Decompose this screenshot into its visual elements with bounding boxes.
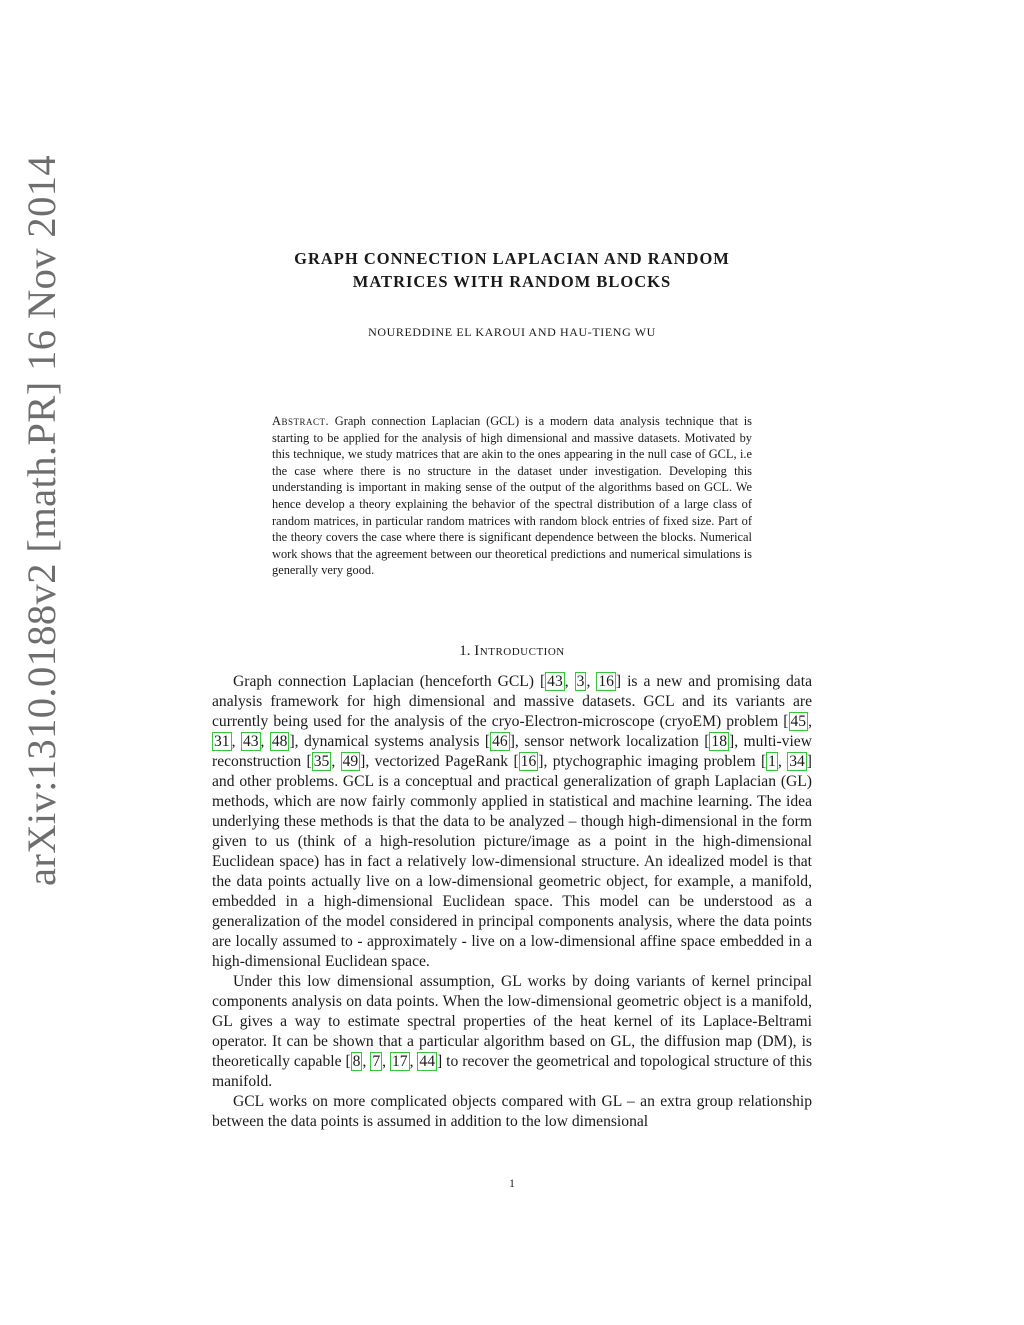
citation-link[interactable]: 16 xyxy=(598,673,614,690)
page-number: 1 xyxy=(509,1178,515,1190)
citation-link[interactable]: 48 xyxy=(271,733,288,750)
abstract xyxy=(272,413,752,579)
text-run: and other problems. GCL is a conceptual and practical generalization of graph Laplacian (GL) methods, which are now fairly commonly applied in statistical and machine learning. The idea underlying these methods is that the data to be analyzed – though high-dimensional in the form given to us (think of a high-resolution picture/image as a point in the high-dimensional Euclidean space) has in fact a relatively low-dimensional structure. An idealized model is that the data points actually live on a low-dimensional geometric object, for example, a manifold, embedded in a high-dimensional Euclidean space. This model can be understood as a generalization of the model considered in principal components analysis, where the data points are locally assumed to - approximately - live on a low-dimensional affine space embedded in a high-dimensional Euclidean space. xyxy=(212,773,812,970)
text-run: , ptychographic imaging problem xyxy=(543,753,761,770)
section-heading xyxy=(212,643,812,660)
citation-link[interactable]: 43 xyxy=(547,673,563,690)
abstract-label: Abstract. xyxy=(272,414,330,428)
text-run: , multi-view reconstruction xyxy=(212,733,812,770)
text-run: , dynamical systems analysis xyxy=(294,733,485,750)
citation-link[interactable]: 35 xyxy=(313,753,330,770)
arxiv-stamp xyxy=(14,80,70,960)
abstract-text: Graph connection Laplacian (GCL) is a modern data analysis technique that is starting to be applied for the analysis of high dimensional and massive datasets. Motivated by this technique, we study matrices that are akin to the ones appearing in the null case of GCL, i.e the case where there is no structure in the dataset under investigation. Developing this understanding is important in making sense of the output of the algorithms based on GCL. We hence develop a theory explaining the behavior of the spectral distribution of a large class of random matrices, in particular random matrices with random block entries of fixed size. Part of the theory covers the case where there is significant dependence between the blocks. Numerical work shows that the agreement between our theoretical predictions and numerical simulations is generally very good. xyxy=(272,414,752,578)
author-list: NOUREDDINE EL KAROUI AND HAU-TIENG WU xyxy=(368,325,656,339)
citation-link[interactable]: 44 xyxy=(419,1053,436,1070)
arxiv-identifier: arXiv:1310.0188v2 [math.PR] 16 Nov 2014 xyxy=(19,154,65,886)
paragraph-2: Under this low dimensional assumption, GL works by doing variants of kernel principal components analysis on data points. When the low-dimensional geometric object is a manifold, GL gives a way to estimate spectral properties of the heat kernel of its Laplace-Beltrami operator. It can be shown that a particular algorithm based on GL, the diffusion map (DM), is theoretically capable [ 8 , 7 , 17 , 44 ] to recover the geometrical and topological structure of this manifold. xyxy=(212,973,813,1090)
citation-link[interactable]: 18 xyxy=(711,733,728,750)
citation-link[interactable]: 1 xyxy=(768,753,776,770)
citation-link[interactable]: 46 xyxy=(492,733,508,750)
text-run: is a new and promising data analysis framework for high dimensional and massive datasets. GCL and its variants are currently being used for the analysis of the cryo-Electron-microscope (cryoEM) problem xyxy=(212,673,812,730)
text-run: , sensor network localization xyxy=(514,733,705,750)
paragraph-1: Graph connection Laplacian (henceforth GCL) [ 43 , 3 , 16 ] is a new and promising data analysis framework for high dimensional and massive datasets. GCL and its variants are currently being used for the analysis of the cryo-Electron-microscope (cryoEM) problem [ 45 , 31 , 43 , 48 ], dynamical systems analysis [ 46 ], sensor network localization [ 18 ], multi-view reconstruction [ 35 , 49 ], vectorized PageRank [ 16 ], ptychographic imaging problem [ 1 , 34 ] and other problems. GCL is a conceptual and practical generalization of graph Laplacian (GL) methods, which are now fairly commonly applied in statistical and machine learning. The idea underlying these methods is that the data to be analyzed – though high-dimensional in the form given to us (think of a high-resolution picture/image as a point in the high-dimensional Euclidean space) has in fact a relatively low-dimensional structure. An idealized model is that the data points actually live on a low-dimensional geometric object, for example, a manifold, embedded in a high-dimensional Euclidean space. This model can be understood as a generalization of the model considered in principal components analysis, where the data points are locally assumed to - approximately - live on a low-dimensional affine space embedded in a high-dimensional Euclidean space. xyxy=(212,673,812,970)
section-title: Introduction xyxy=(474,643,565,659)
text-run: GCL works on more complicated objects compared with GL – an extra group relationship between the data points is assumed in addition to the low dimensional xyxy=(212,1093,812,1130)
citation-link[interactable]: 16 xyxy=(520,753,537,770)
citation-link[interactable]: 34 xyxy=(789,753,805,770)
citation-link[interactable]: 49 xyxy=(342,753,359,770)
section-number: 1. xyxy=(459,643,471,659)
citation-link[interactable]: 8 xyxy=(352,1053,361,1070)
text-run: , vectorized PageRank xyxy=(365,753,514,770)
paper-title xyxy=(212,247,812,293)
citation-link[interactable]: 45 xyxy=(790,713,807,730)
citation-link[interactable]: 3 xyxy=(576,673,585,690)
citation-link[interactable]: 43 xyxy=(242,733,259,750)
citation-link[interactable]: 7 xyxy=(372,1053,381,1070)
title-line-1: GRAPH CONNECTION LAPLACIAN AND RANDOM xyxy=(294,249,730,268)
introduction-body xyxy=(212,672,812,1132)
text-run: Graph connection Laplacian (henceforth GCL) xyxy=(233,673,540,690)
text-run: to recover the geometrical and topological structure of this manifold. xyxy=(212,1053,813,1090)
title-line-2: MATRICES WITH RANDOM BLOCKS xyxy=(352,272,672,291)
text-run: Under this low dimensional assumption, GL works by doing variants of kernel principal components analysis on data points. When the low-dimensional geometric object is a manifold, GL gives a way to estimate spectral properties of the heat kernel of its Laplace-Beltrami operator. It can be shown that a particular algorithm based on GL, the diffusion map (DM), is theoretically capable xyxy=(212,973,812,1070)
paragraph-3 xyxy=(212,1092,812,1132)
citation-link[interactable]: 17 xyxy=(391,1053,408,1070)
citation-link[interactable]: 31 xyxy=(214,733,230,750)
